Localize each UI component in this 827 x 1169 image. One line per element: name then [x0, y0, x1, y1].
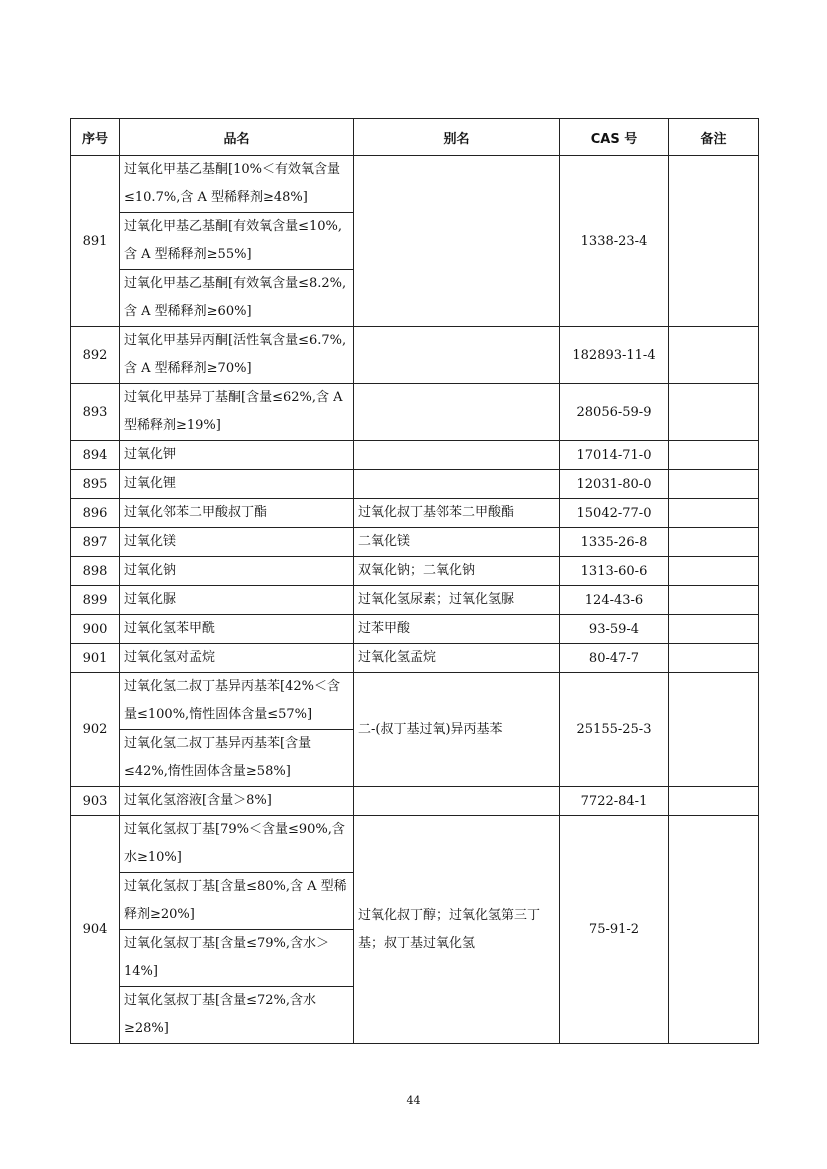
cell-name: 过氧化甲基异丙酮[活性氧含量≤6.7%,含 A 型稀释剂≥70%]	[120, 327, 354, 384]
table-body	[71, 156, 759, 1044]
cell-name: 过氧化甲基异丁基酮[含量≤62%,含 A 型稀释剂≥19%]	[120, 384, 354, 441]
cell-name: 过氧化邻苯二甲酸叔丁酯	[120, 499, 354, 528]
table-row	[71, 787, 759, 816]
cell-name: 过氧化钾	[120, 441, 354, 470]
chemical-table	[70, 118, 759, 1044]
cell-cas: 93-59-4	[560, 615, 669, 644]
cell-name: 过氧化甲基乙基酮[10%＜有效氧含量 ≤10.7%,含 A 型稀释剂≥48%]	[120, 156, 354, 213]
table-row	[71, 586, 759, 615]
cell-remark	[669, 673, 759, 787]
cell-remark	[669, 441, 759, 470]
cell-name: 过氧化钠	[120, 557, 354, 586]
cell-seq: 904	[71, 816, 120, 1044]
header-seq: 序号	[71, 119, 120, 156]
cell-remark	[669, 644, 759, 673]
cell-alias	[354, 787, 560, 816]
cell-seq: 891	[71, 156, 120, 327]
cell-name: 过氧化氢苯甲酰	[120, 615, 354, 644]
cell-cas: 1338-23-4	[560, 156, 669, 327]
cell-alias	[354, 384, 560, 441]
table-row	[71, 816, 759, 873]
cell-name: 过氧化氢叔丁基[79%＜含量≤90%,含水≥10%]	[120, 816, 354, 873]
cell-name: 过氧化氢二叔丁基异丙基苯[42%＜含量≤100%,惰性固体含量≤57%]	[120, 673, 354, 730]
cell-alias	[354, 470, 560, 499]
cell-seq: 897	[71, 528, 120, 557]
cell-remark	[669, 816, 759, 1044]
cell-seq: 893	[71, 384, 120, 441]
cell-name: 过氧化镁	[120, 528, 354, 557]
cell-alias: 二-(叔丁基过氧)异丙基苯	[354, 673, 560, 787]
table-row	[71, 441, 759, 470]
header-cas: CAS 号	[560, 119, 669, 156]
cell-alias	[354, 441, 560, 470]
table-row	[71, 557, 759, 586]
cell-seq: 896	[71, 499, 120, 528]
header-remark: 备注	[669, 119, 759, 156]
page-number: 44	[406, 1094, 421, 1107]
cell-seq: 900	[71, 615, 120, 644]
table-row	[71, 470, 759, 499]
cell-seq: 901	[71, 644, 120, 673]
cell-alias: 双氧化钠；二氧化钠	[354, 557, 560, 586]
cell-cas: 80-47-7	[560, 644, 669, 673]
cell-cas: 75-91-2	[560, 816, 669, 1044]
table-row	[71, 156, 759, 213]
cell-name: 过氧化氢叔丁基[含量≤80%,含 A 型稀释剂≥20%]	[120, 873, 354, 930]
cell-seq: 894	[71, 441, 120, 470]
cell-remark	[669, 499, 759, 528]
cell-name: 过氧化氢溶液[含量＞8%]	[120, 787, 354, 816]
cell-cas: 1313-60-6	[560, 557, 669, 586]
table-row	[71, 644, 759, 673]
cell-remark	[669, 327, 759, 384]
table-row	[71, 499, 759, 528]
cell-alias: 过氧化叔丁醇；过氧化氢第三丁基；叔丁基过氧化氢	[354, 816, 560, 1044]
cell-remark	[669, 586, 759, 615]
cell-cas: 7722-84-1	[560, 787, 669, 816]
cell-seq: 898	[71, 557, 120, 586]
cell-remark	[669, 528, 759, 557]
cell-name: 过氧化甲基乙基酮[有效氧含量≤8.2%,含 A 型稀释剂≥60%]	[120, 270, 354, 327]
table-row	[71, 528, 759, 557]
cell-cas: 124-43-6	[560, 586, 669, 615]
cell-name: 过氧化氢叔丁基[含量≤72%,含水≥28%]	[120, 987, 354, 1044]
cell-alias: 过氧化氢孟烷	[354, 644, 560, 673]
cell-name: 过氧化甲基乙基酮[有效氧含量≤10%,含 A 型稀释剂≥55%]	[120, 213, 354, 270]
cell-cas: 12031-80-0	[560, 470, 669, 499]
table-row	[71, 327, 759, 384]
cell-seq: 892	[71, 327, 120, 384]
table-row	[71, 673, 759, 730]
cell-alias: 过氧化氢尿素；过氧化氢脲	[354, 586, 560, 615]
cell-name: 过氧化脲	[120, 586, 354, 615]
cell-alias	[354, 327, 560, 384]
cell-cas: 15042-77-0	[560, 499, 669, 528]
cell-alias	[354, 156, 560, 327]
cell-cas: 25155-25-3	[560, 673, 669, 787]
cell-cas: 28056-59-9	[560, 384, 669, 441]
cell-cas: 17014-71-0	[560, 441, 669, 470]
cell-seq: 903	[71, 787, 120, 816]
cell-seq: 899	[71, 586, 120, 615]
cell-name: 过氧化氢对孟烷	[120, 644, 354, 673]
cell-name: 过氧化氢叔丁基[含量≤79%,含水＞14%]	[120, 930, 354, 987]
cell-seq: 895	[71, 470, 120, 499]
cell-cas: 1335-26-8	[560, 528, 669, 557]
cell-remark	[669, 470, 759, 499]
cell-alias: 二氧化镁	[354, 528, 560, 557]
cell-remark	[669, 384, 759, 441]
cell-remark	[669, 156, 759, 327]
cell-name: 过氧化锂	[120, 470, 354, 499]
cell-alias: 过氧化叔丁基邻苯二甲酸酯	[354, 499, 560, 528]
table-row	[71, 384, 759, 441]
cell-name: 过氧化氢二叔丁基异丙基苯[含量≤42%,惰性固体含量≥58%]	[120, 730, 354, 787]
cell-seq: 902	[71, 673, 120, 787]
table-row	[71, 615, 759, 644]
cell-remark	[669, 557, 759, 586]
cell-remark	[669, 787, 759, 816]
cell-cas: 182893-11-4	[560, 327, 669, 384]
cell-remark	[669, 615, 759, 644]
table-header-row	[71, 119, 759, 156]
header-alias: 别名	[354, 119, 560, 156]
cell-alias: 过苯甲酸	[354, 615, 560, 644]
header-name: 品名	[120, 119, 354, 156]
